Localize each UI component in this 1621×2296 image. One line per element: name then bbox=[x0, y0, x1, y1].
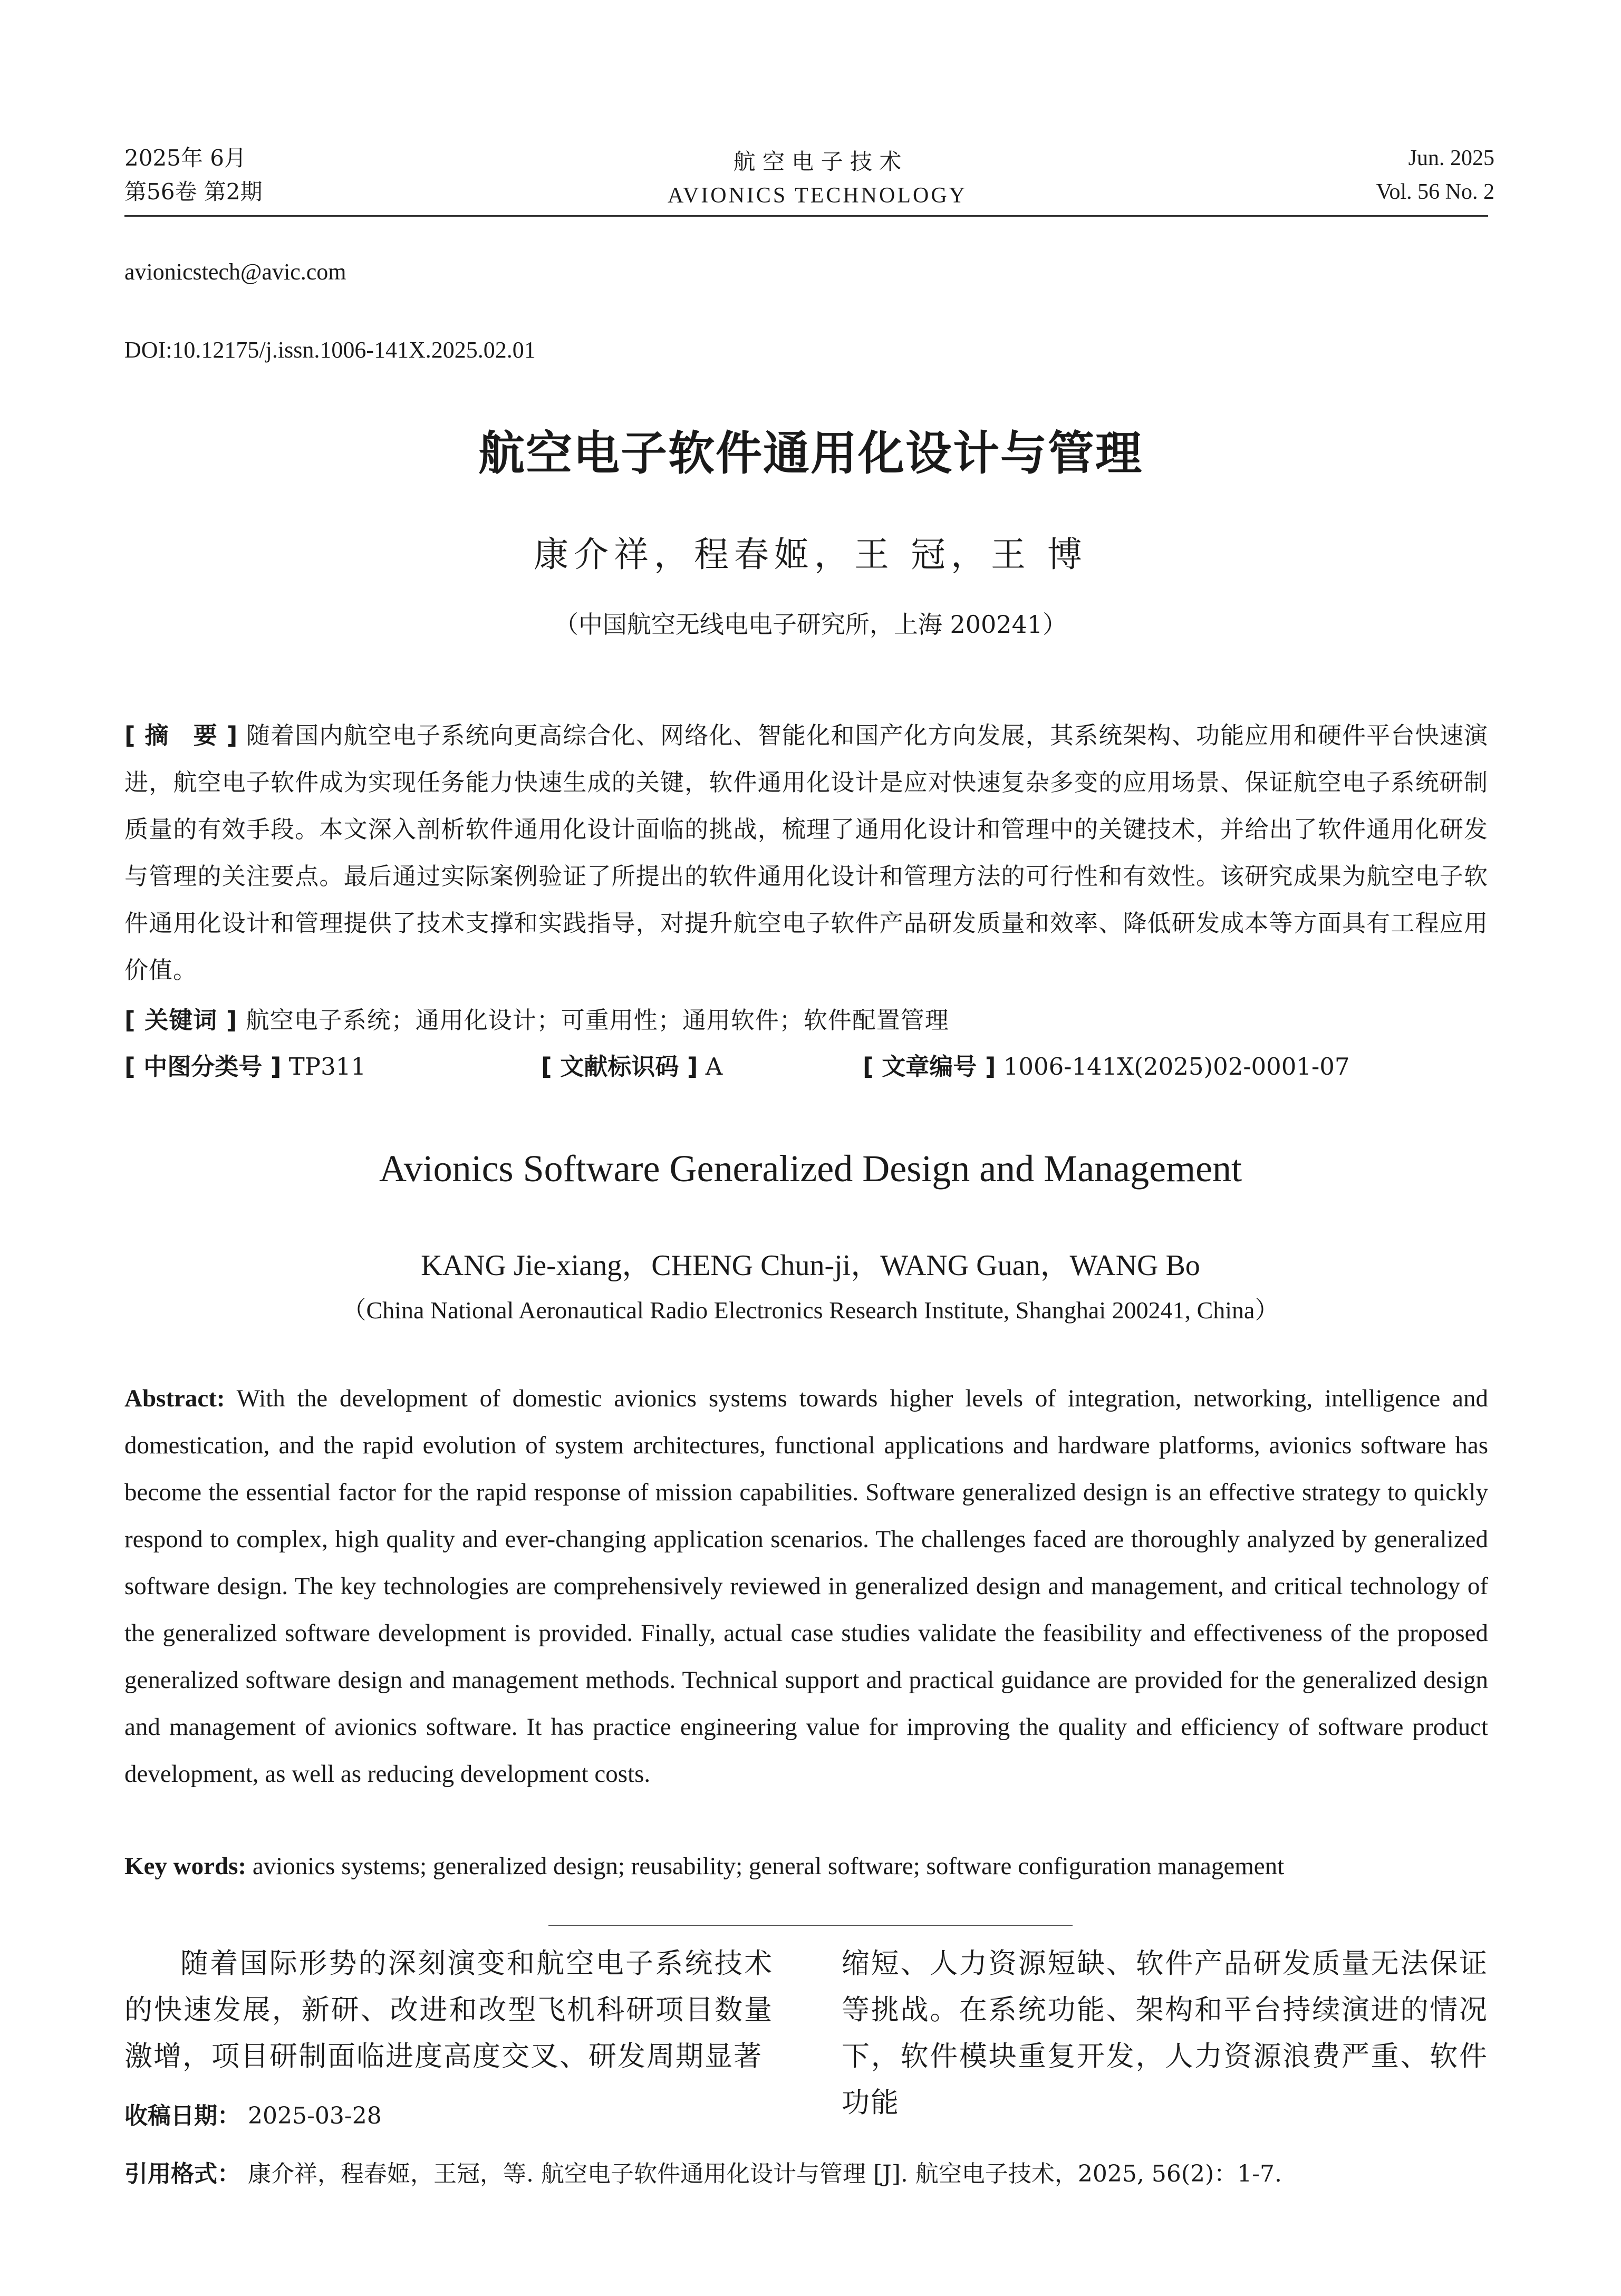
clc-label: [ 中图分类号 ] bbox=[124, 1053, 282, 1081]
doc-code-item bbox=[541, 1043, 722, 1090]
keywords-cn bbox=[124, 997, 1488, 1044]
abstract-cn-label: [ 摘 要 ] bbox=[124, 721, 238, 749]
keywords-en-label: Key words: bbox=[124, 1853, 247, 1880]
citation-label: 引用格式： bbox=[124, 2160, 240, 2187]
article-no-label: [ 文章编号 ] bbox=[863, 1053, 996, 1081]
header-journal-cn: 航 空 电 子 技 术 bbox=[733, 149, 902, 175]
authors-cn: 康介祥，程春姬，王 冠，王 博 bbox=[534, 534, 1087, 575]
header-journal-en: AVIONICS TECHNOLOGY bbox=[668, 184, 967, 208]
article-title-en: Avionics Software Generalized Design and Management bbox=[379, 1147, 1242, 1190]
doc-code-value: A bbox=[705, 1053, 723, 1081]
received-date bbox=[124, 2099, 382, 2134]
keywords-en-text: avionics systems; generalized design; reusability; general software; software configuration management bbox=[252, 1853, 1285, 1880]
abstract-cn-text: 随着国内航空电子系统向更高综合化、网络化、智能化和国产化方向发展，其系统架构、功能应用和硬件平台快速演进，航空电子软件成为实现任务能力快速生成的关键，软件通用化设计是应对快速复杂多变的应用场景、保证航空电子系统研制质量的有效手段。本文深入剖析软件通用化设计面临的挑战，梳理了通用化设计和管理中的关键技术，并给出了软件通用化研发与管理的关注要点。最后通过实际案例验证了所提出的软件通用化设计和管理方法的可行性和有效性。该研究成果为航空电子软件通用化设计和管理提供了技术支撑和实践指导，对提升航空电子软件产品研发质量和效率、降低研发成本等方面具有工程应用价值。 bbox=[124, 721, 1489, 984]
header-right bbox=[1376, 141, 1494, 209]
keywords-cn-text: 航空电子系统；通用化设计；可重用性；通用软件；软件配置管理 bbox=[245, 1006, 949, 1034]
doc-code-label: [ 文献标识码 ] bbox=[541, 1053, 698, 1081]
article-title-cn: 航空电子软件通用化设计与管理 bbox=[478, 426, 1143, 480]
doi[interactable]: DOI:10.12175/j.issn.1006-141X.2025.02.01 bbox=[124, 337, 536, 363]
authors-en: KANG Jie-xiang，CHENG Chun-ji，WANG Guan，WANG Bo bbox=[421, 1249, 1200, 1282]
header-rule bbox=[124, 215, 1488, 217]
header-volume-cn: 第56卷 第2期 bbox=[124, 179, 263, 205]
abstract-en-text: With the development of domestic avionics systems towards higher levels of integration, networking, intelligence and domestication, and the rapid evolution of system architectures, functional applications and hardware platforms, avionics software has become the essential factor for the rapid response of mission capabilities. Software generalized design is an effective strategy to quickly respond to complex, high quality and ever-changing application scenarios. The challenges faced are thoroughly analyzed by generalized software design. The key technologies are comprehensively reviewed in generalized design and management, and critical technology of the generalized software development is provided. Finally, actual case studies validate the feasibility and effectiveness of the proposed generalized software design and management methods. Technical support and practical guidance are provided for the generalized design and management of avionics software. It has practice engineering value for improving the quality and efficiency of software product development, as well as reducing development costs. bbox=[124, 1385, 1488, 1788]
article-no-value: 1006-141X(2025)02-0001-07 bbox=[1003, 1053, 1350, 1081]
header-left bbox=[124, 141, 263, 209]
citation-value: 康介祥，程春姬，王冠，等. 航空电子软件通用化设计与管理 [J]. 航空电子技术，2025, 56(2)：1-7. bbox=[248, 2160, 1282, 2187]
abstract-en bbox=[124, 1375, 1488, 1798]
clc-value: TP311 bbox=[288, 1053, 366, 1081]
received-value: 2025-03-28 bbox=[248, 2102, 382, 2129]
section-separator bbox=[548, 1925, 1073, 1926]
article-no-item bbox=[863, 1043, 1350, 1090]
header-date-en: Jun. 2025 bbox=[1408, 146, 1494, 170]
keywords-cn-label: [ 关键词 ] bbox=[124, 1006, 238, 1034]
received-label: 收稿日期： bbox=[124, 2102, 240, 2129]
abstract-cn bbox=[124, 712, 1488, 993]
body-column-right: 缩短、人力资源短缺、软件产品研发质量无法保证等挑战。在系统功能、架构和平台持续演进的情况下，软件模块重复开发，人力资源浪费严重、软件功能 bbox=[842, 1947, 1488, 2119]
body-column-left: 随着国际形势的深刻演变和航空电子系统技术的快速发展，新研、改进和改型飞机科研项目数量激增，项目研制面临进度高度交叉、研发周期显著 bbox=[124, 1947, 773, 2072]
clc-item bbox=[124, 1043, 366, 1090]
header-center bbox=[649, 145, 986, 213]
keywords-en bbox=[124, 1843, 1488, 1890]
header-date-cn: 2025年 6月 bbox=[124, 145, 246, 171]
citation-format bbox=[124, 2157, 1282, 2192]
affiliation-en: （China National Aeronautical Radio Electronics Research Institute, Shanghai 200241, China） bbox=[342, 1297, 1279, 1324]
journal-email[interactable]: avionicstech@avic.com bbox=[124, 259, 346, 285]
header-volume-en: Vol. 56 No. 2 bbox=[1376, 180, 1494, 204]
abstract-en-label: Abstract: bbox=[124, 1385, 225, 1412]
affiliation-cn: （中国航空无线电电子研究所，上海 200241） bbox=[554, 610, 1067, 639]
